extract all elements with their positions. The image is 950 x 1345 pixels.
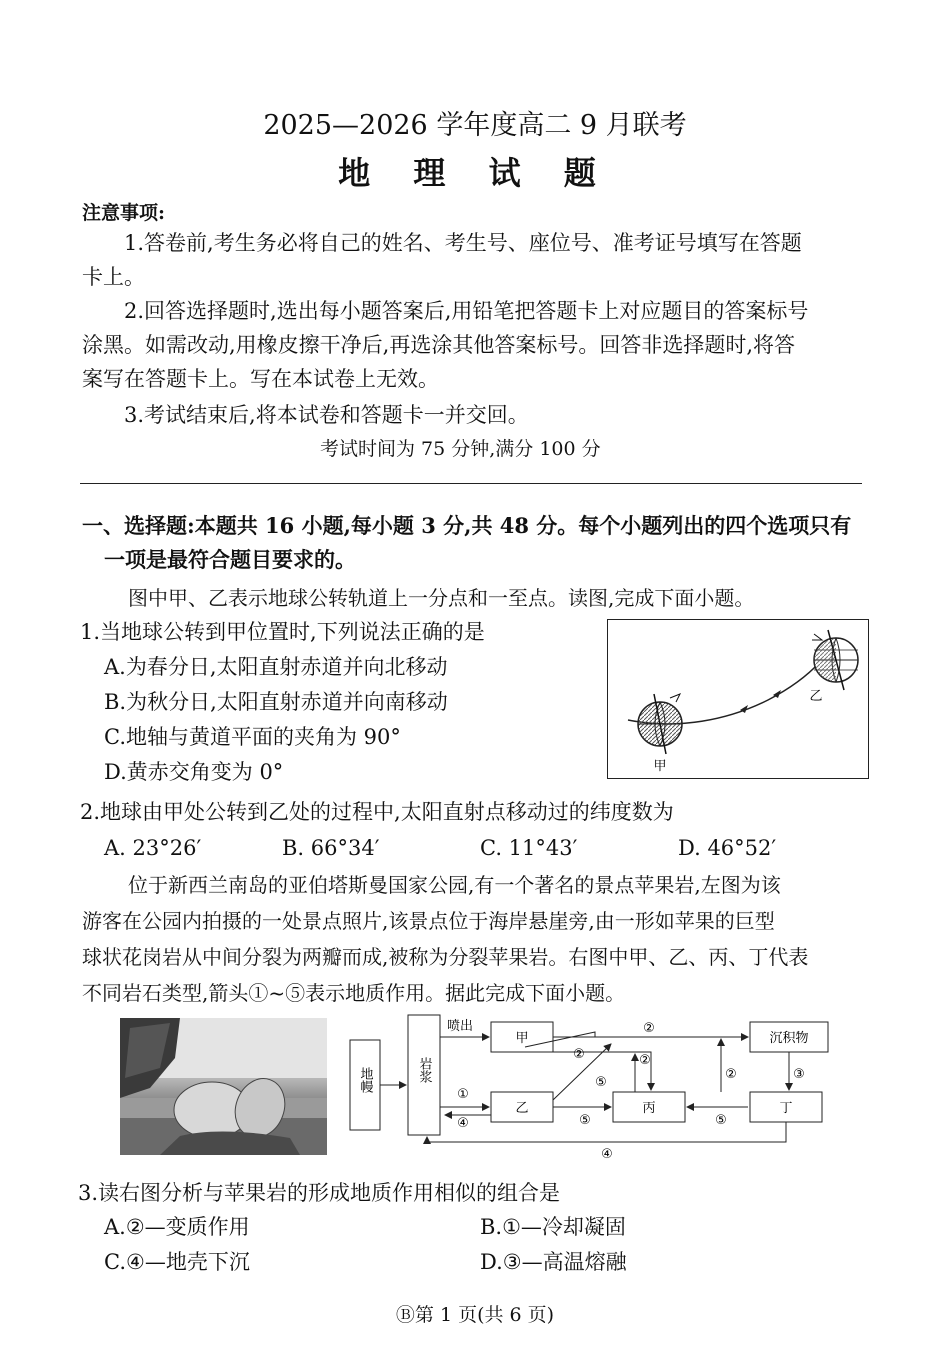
num-4-a: ④ <box>457 1116 469 1131</box>
label-jia: 甲 <box>653 759 667 774</box>
notice-heading: 注意事项: <box>82 202 166 224</box>
q1-stem: 1.当地球公转到甲位置时,下列说法正确的是 <box>80 620 485 644</box>
num-5-c: ⑤ <box>715 1113 727 1128</box>
rock-cycle-diagram <box>345 1012 840 1164</box>
orbit-figure <box>607 619 869 779</box>
divider <box>80 483 862 484</box>
passage-line-1: 位于新西兰南岛的亚伯塔斯曼国家公园,有一个著名的景点苹果岩,左图为该 <box>128 873 781 897</box>
q1-option-b: B.为秋分日,太阳直射赤道并向南移动 <box>104 690 448 714</box>
label-sediment: 沉积物 <box>769 1031 809 1046</box>
label-ding-rock: 丁 <box>779 1101 793 1116</box>
num-4-b: ④ <box>601 1147 613 1162</box>
q3-option-b: B.①—冷却凝固 <box>480 1215 626 1239</box>
q2-option-a: A. 23°26′ <box>104 836 202 860</box>
label-jia-rock: 甲 <box>515 1031 529 1046</box>
section-heading-cont: 一项是最符合题目要求的。 <box>104 547 356 572</box>
notice-line-1b: 卡上。 <box>82 265 145 289</box>
q3-option-d: D.③—高温熔融 <box>480 1250 627 1274</box>
label-mantle-1: 地幔 <box>357 1067 373 1093</box>
q1-option-c: C.地轴与黄道平面的夹角为 90° <box>104 725 401 749</box>
q3-stem: 3.读右图分析与苹果岩的形成地质作用相似的组合是 <box>78 1181 561 1205</box>
exam-title: 2025—2026 学年度高二 9 月联考 <box>263 110 687 141</box>
num-3: ③ <box>793 1067 805 1082</box>
num-5-b: ⑤ <box>579 1113 591 1128</box>
num-2-c: ② <box>639 1053 651 1068</box>
num-1: ① <box>457 1087 469 1102</box>
label-eruption: 喷出 <box>446 1019 474 1034</box>
label-yi: 乙 <box>809 689 823 704</box>
num-2-a: ② <box>643 1021 655 1036</box>
label-bing-rock: 丙 <box>642 1101 656 1116</box>
label-yi-rock: 乙 <box>515 1101 529 1116</box>
section-heading: 一、选择题:本题共 16 小题,每小题 3 分,共 48 分。每个小题列出的四个选项只有 <box>82 513 852 538</box>
passage-line-3: 球状花岗岩从中间分裂为两瓣而成,被称为分裂苹果岩。右图中甲、乙、丙、丁代表 <box>82 945 809 969</box>
page-number: Ⓑ第 1 页(共 6 页) <box>395 1304 555 1326</box>
orbit-diagram <box>608 620 868 778</box>
q1-option-a: A.为春分日,太阳直射赤道并向北移动 <box>104 655 448 679</box>
notice-line-3: 3.考试结束后,将本试卷和答题卡一并交回。 <box>124 403 529 427</box>
subject-title: 地 理 试 题 <box>338 154 612 192</box>
notice-line-2: 2.回答选择题时,选出每小题答案后,用铅笔把答题卡上对应题目的答案标号 <box>124 299 809 323</box>
apple-rock-photo <box>120 1018 327 1155</box>
notice-line-2b: 涂黑。如需改动,用橡皮擦干净后,再选涂其他答案标号。回答非选择题时,将答 <box>82 333 796 357</box>
num-5-a: ⑤ <box>595 1075 607 1090</box>
q3-option-c: C.④—地壳下沉 <box>104 1250 250 1274</box>
q3-option-a: A.②—变质作用 <box>104 1215 250 1239</box>
passage-line-2: 游客在公园内拍摄的一处景点照片,该景点位于海岸悬崖旁,由一形如苹果的巨型 <box>82 909 775 933</box>
q2-option-b: B. 66°34′ <box>282 836 380 860</box>
notice-line-1: 1.答卷前,考生务必将自己的姓名、考生号、座位号、准考证号填写在答题 <box>124 231 802 255</box>
q2-option-c: C. 11°43′ <box>480 836 578 860</box>
question-intro: 图中甲、乙表示地球公转轨道上一分点和一至点。读图,完成下面小题。 <box>128 586 755 610</box>
notice-line-2c: 案写在答题卡上。写在本试卷上无效。 <box>82 367 439 391</box>
q2-stem: 2.地球由甲处公转到乙处的过程中,太阳直射点移动过的纬度数为 <box>80 800 674 824</box>
passage-line-4: 不同岩石类型,箭头①~⑤表示地质作用。据此完成下面小题。 <box>82 981 626 1005</box>
num-2-b: ② <box>573 1047 585 1062</box>
q1-option-d: D.黄赤交角变为 0° <box>104 760 284 784</box>
time-info: 考试时间为 75 分钟,满分 100 分 <box>320 438 601 460</box>
q2-option-d: D. 46°52′ <box>678 836 777 860</box>
num-2-d: ② <box>725 1067 737 1082</box>
label-magma: 岩浆 <box>416 1057 432 1083</box>
globe-yi <box>812 630 858 690</box>
globe-jia <box>638 694 682 754</box>
